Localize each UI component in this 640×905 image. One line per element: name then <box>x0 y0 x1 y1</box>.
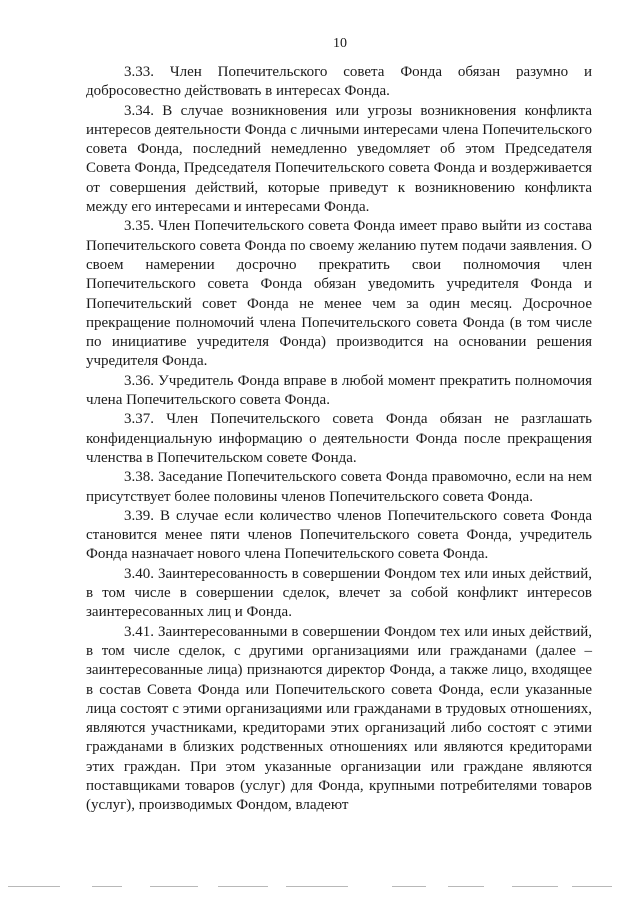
page-number: 10 <box>333 36 347 51</box>
paragraph-3-34: 3.34. В случае возникновения или угрозы возникновения конфликта интересов деятельности Фонда с личными интересами члена Попечительского совета Фонда, последний немедленно уведомляет об этом Председателя Совета Фонда, Председателя Попечительского совета Фонда и воздерживается от совершения действий, которые приведут к возникновению конфликта между его интересами и интересами Фонда. <box>86 102 592 216</box>
paragraph-3-37: 3.37. Член Попечительского совета Фонда обязан не разглашать конфиденциальную информацию о деятельности Фонда после прекращения членства в Попечительском совете Фонда. <box>86 411 592 466</box>
paragraph-3-40: 3.40. Заинтересованность в совершении Фондом тех или иных действий, в том числе в совершении сделок, влечет за собой конфликт интересов заинтересованных лиц и Фонда. <box>86 565 592 621</box>
scan-artifact-marks <box>0 884 640 890</box>
paragraph-3-38: 3.38. Заседание Попечительского совета Фонда правомочно, если на нем присутствует более половины членов Попечительского совета Фонда. <box>86 469 592 505</box>
paragraph-3-33: 3.33. Член Попечительского совета Фонда обязан разумно и добросовестно действовать в интересах Фонда. <box>86 64 592 100</box>
paragraph-3-35: 3.35. Член Попечительского совета Фонда имеет право выйти из состава Попечительского совета Фонда по своему желанию путем подачи заявления. О своем намерении досрочно прекратить свои полномочия член Попечительского совета Фонда обязан уведомить учредителя Фонда и Попечительский совет Фонда не менее чем за один месяц. Досрочное прекращение полномочий члена Попечительского совета Фонда (в том числе по инициативе учредителя Фонда) производится на основании решения учредителя Фонда. <box>86 218 592 370</box>
document-body <box>86 63 592 816</box>
paragraph-3-41: 3.41. Заинтересованными в совершении Фондом тех или иных действий, в том числе сделок, с другими организациями или гражданами (далее – заинтересованные лица) признаются директор Фонда, а также лицо, входящее в состав Совета Фонда или Попечительского совета Фонда, если указанные лица состоят с этими организациями или гражданами в трудовых отношениях, являются участниками, кредиторами этих организаций либо состоят с этими гражданами в близких родственных отношениях или являются кредиторами этих граждан. При этом указанные организации или граждане являются поставщиками товаров (услуг) для Фонда, крупными потребителями товаров (услуг), производимых Фондом, владеют <box>86 623 592 814</box>
paragraph-3-36: 3.36. Учредитель Фонда вправе в любой момент прекратить полномочия члена Попечительского совета Фонда. <box>86 372 592 409</box>
paragraph-3-39: 3.39. В случае если количество членов Попечительского совета Фонда становится менее пяти членов Попечительского совета Фонда, учредитель Фонда назначает нового члена Попечительского совета Фонда. <box>86 507 592 563</box>
